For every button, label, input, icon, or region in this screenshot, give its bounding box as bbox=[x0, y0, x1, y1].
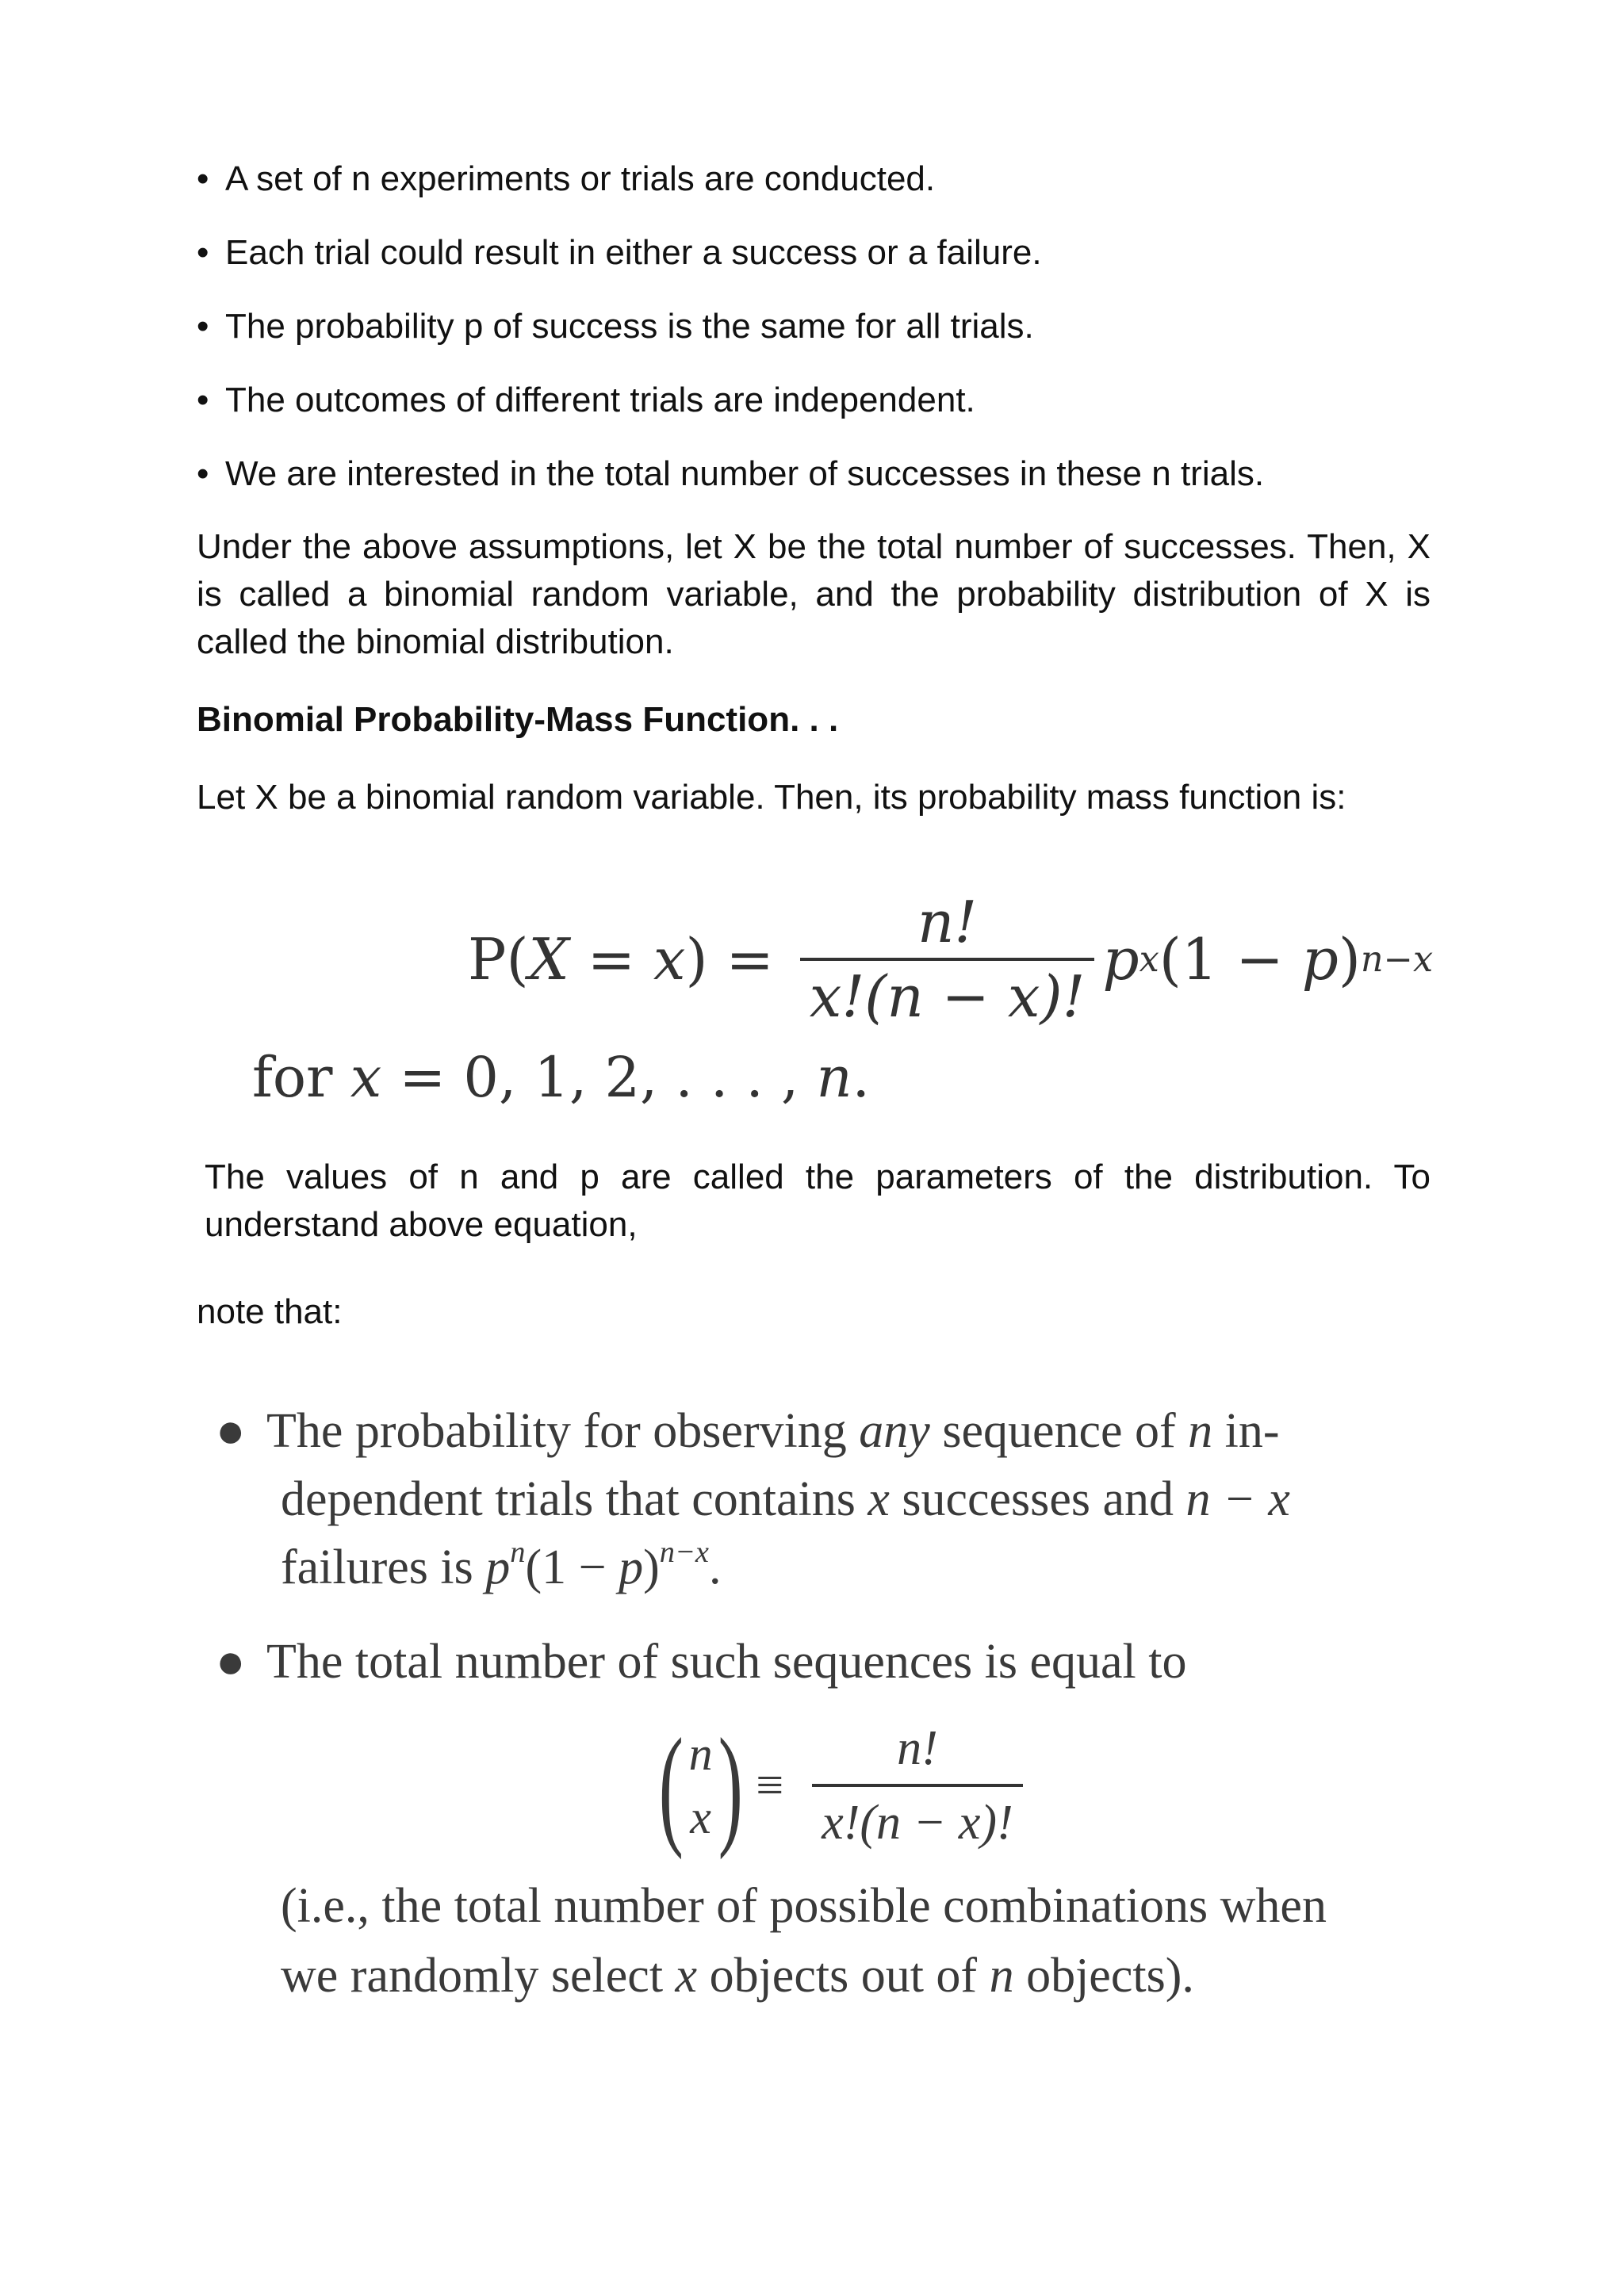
binomial-definition-paragraph: Under the above assumptions, let X be the total number of successes. Then, X is called a binomial random variable, and the probability distribution of X is called the binomial distribution. bbox=[197, 527, 1431, 661]
bullet-icon: ● bbox=[216, 1635, 246, 1689]
parameters-paragraph: The values of n and p are called the parameters of the distribution. To understand above equation, bbox=[205, 1158, 1431, 1244]
combinations-note: (i.e., the total number of possible combinations when we randomly select x objects out of n objects). bbox=[281, 1879, 1327, 2003]
list-item: • A set of n experiments or trials are conducted. bbox=[197, 155, 1434, 229]
list-item: • The probability p of success is the same for all trials. bbox=[197, 303, 1434, 377]
pmf-fraction: $\frac{n!}{x!(n - x)!}$ bbox=[800, 886, 1095, 1032]
binomial-fraction: $\frac{n!}{x!(n - x)!}$ bbox=[812, 1712, 1022, 1858]
bullet-icon: • bbox=[197, 233, 209, 272]
left-paren: ( bbox=[658, 1711, 684, 1860]
note-that-text: note that: bbox=[197, 1292, 343, 1331]
bullet-icon: • bbox=[197, 454, 209, 493]
pmf-intro-text: Let X be a binomial random variable. Then, its probability mass function is: bbox=[197, 778, 1346, 817]
sequence-probability-bullet: ● The probability for observing any sequence of n in- dependent trials that contains x successes and n − x failures is $p^n(1 - p)^{n-x}$. bbox=[216, 1397, 1437, 1601]
list-item: • Each trial could result in either a success or a failure. bbox=[197, 229, 1434, 303]
bullet-icon: • bbox=[197, 307, 209, 346]
list-item: • We are interested in the total number of successes in these n trials. bbox=[197, 450, 1434, 524]
list-item: • The outcomes of different trials are independent. bbox=[197, 377, 1434, 450]
binomial-coefficient-formula: ( n x ) ≡ $\frac{n!}{x!(n - x)!}$ bbox=[649, 1712, 1031, 1858]
bullet-icon: • bbox=[197, 381, 209, 419]
bullet-icon: ● bbox=[216, 1404, 246, 1458]
assumption-list bbox=[197, 155, 1434, 524]
pmf-domain: for x = 0, 1, 2, . . . , n. bbox=[252, 1045, 870, 1110]
section-heading: Binomial Probability-Mass Function. . . bbox=[197, 700, 839, 739]
total-sequences-bullet: ● The total number of such sequences is equal to bbox=[216, 1628, 1186, 1696]
pmf-formula: P( X = x ) = $\frac{n!}{x!(n - x)!}$ p x (1 − p ) n−x bbox=[468, 880, 1433, 1039]
right-paren: ) bbox=[718, 1711, 743, 1860]
bullet-icon: • bbox=[197, 159, 209, 198]
